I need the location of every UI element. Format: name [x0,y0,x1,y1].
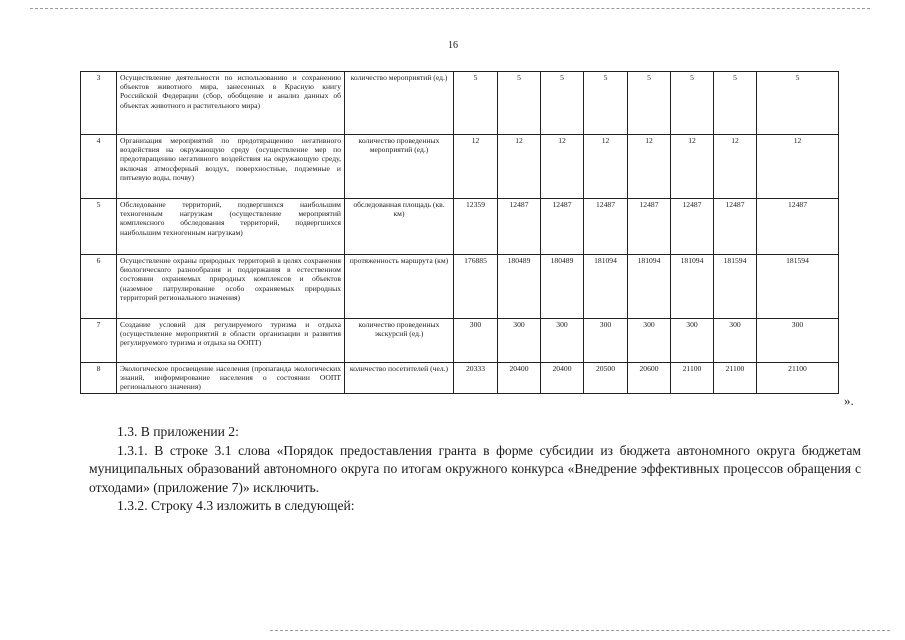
table-row [81,72,839,135]
value-cell: 21100 [714,363,757,394]
value-cell: 5 [671,72,714,135]
paragraph-1-3-1: 1.3.1. В строке 3.1 слова «Порядок предоставления гранта в форме субсидии из бюджета автономного округа бюджетам муниципальных образований автономного округа по итогам окружного конкурса «Внедрение эффективных процессов обращения с отходами» (приложение 7)» исключить. [89,442,861,495]
value-cell: 12487 [628,199,671,255]
value-cell: 12487 [498,199,541,255]
scan-edge-bottom [270,630,890,631]
value-cell: 5 [454,72,498,135]
value-cell: 20600 [628,363,671,394]
row-number: 7 [81,319,117,363]
row-unit: количество проведенных мероприятий (ед.) [345,135,454,199]
value-cell: 12 [757,135,839,199]
value-cell: 5 [584,72,628,135]
value-cell: 300 [498,319,541,363]
value-cell: 20400 [498,363,541,394]
value-cell: 300 [541,319,584,363]
value-cell: 300 [757,319,839,363]
paragraph-1-3-2: 1.3.2. Строку 4.3 изложить в следующей: [117,498,355,514]
value-cell: 12 [541,135,584,199]
value-cell: 12 [454,135,498,199]
value-cell: 300 [671,319,714,363]
value-cell: 21100 [671,363,714,394]
row-description: Осуществление деятельности по использованию и сохранению объектов животного мира, занесенных в Красную книгу Российской Федерации (сбор, обобщение и анализ данных об объектах животного и растительного мира) [117,72,345,135]
row-description: Создание условий для регулируемого туризма и отдыха (осуществление мероприятий в области организации и развития регулируемого туризма и отдыха на ООПТ) [117,319,345,363]
value-cell: 300 [454,319,498,363]
value-cell: 12 [584,135,628,199]
row-unit: количество проведенных экскурсий (ед.) [345,319,454,363]
value-cell: 5 [628,72,671,135]
row-description: Экологическое просвещение населения (пропаганда экологических знаний, информирование населения о состоянии ООПТ регионального значения) [117,363,345,394]
row-unit: обследованная площадь (кв. км) [345,199,454,255]
row-unit: количество посетителей (чел.) [345,363,454,394]
value-cell: 20333 [454,363,498,394]
value-cell: 12487 [584,199,628,255]
row-number: 5 [81,199,117,255]
value-cell: 181094 [671,255,714,319]
scan-edge-top [30,8,870,9]
table-row [81,319,839,363]
table-row [81,363,839,394]
value-cell: 181094 [628,255,671,319]
row-unit: протяженность маршрута (км) [345,255,454,319]
value-cell: 300 [628,319,671,363]
row-number: 8 [81,363,117,394]
table-row [81,199,839,255]
value-cell: 21100 [757,363,839,394]
value-cell: 12 [628,135,671,199]
paragraph-1-3: 1.3. В приложении 2: [117,424,239,439]
value-cell: 12487 [541,199,584,255]
value-cell: 5 [541,72,584,135]
page-number: 16 [448,40,458,51]
value-cell: 12487 [671,199,714,255]
value-cell: 181094 [584,255,628,319]
value-cell: 300 [714,319,757,363]
value-cell: 300 [584,319,628,363]
value-cell: 176885 [454,255,498,319]
value-cell: 12 [671,135,714,199]
table-row [81,135,839,199]
value-cell: 12 [498,135,541,199]
value-cell: 180489 [498,255,541,319]
value-cell: 181594 [757,255,839,319]
row-description: Обследование территорий, подвергшихся наибольшим техногенным нагрузкам (осуществление мероприятий комплексного обследования территорий, подвергшихся наибольшим техногенным нагрузкам) [117,199,345,255]
value-cell: 12487 [757,199,839,255]
value-cell: 180489 [541,255,584,319]
table-row [81,255,839,319]
row-description: Осуществление охраны природных территорий в целях сохранения биологического разнообразия и поддержания в естественном состоянии охраняемых природных комплексов и объектов (наземное патрулирование особо охраняемых природных территорий регионального значения) [117,255,345,319]
value-cell: 20400 [541,363,584,394]
value-cell: 5 [498,72,541,135]
row-description: Организация мероприятий по предотвращению негативного воздействия на окружающую среду (осуществление мер по предотвращению негативного воздействия на окружающую среду, включая атмосферный воздух, поверхностные, подземные и питьевую воды, почву) [117,135,345,199]
value-cell: 12 [714,135,757,199]
row-number: 6 [81,255,117,319]
row-unit: количество мероприятий (ед.) [345,72,454,135]
row-number: 3 [81,72,117,135]
value-cell: 20500 [584,363,628,394]
value-cell: 5 [757,72,839,135]
value-cell: 5 [714,72,757,135]
value-cell: 12487 [714,199,757,255]
indicators-table [80,71,838,394]
body-text [89,423,861,516]
indicators-grid [80,71,839,394]
closing-quote: ». [844,393,854,408]
value-cell: 181594 [714,255,757,319]
value-cell: 12359 [454,199,498,255]
row-number: 4 [81,135,117,199]
